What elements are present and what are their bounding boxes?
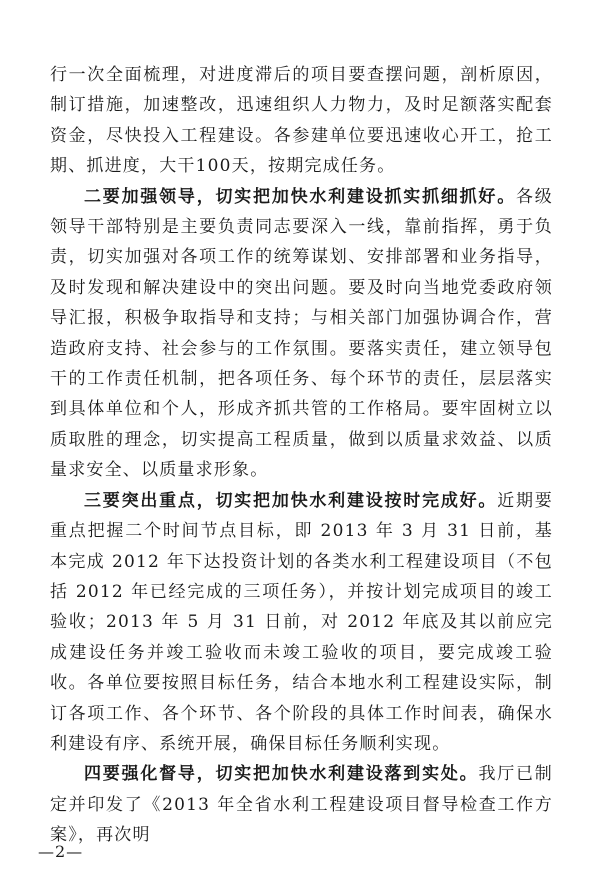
paragraph-lead: 二要加强领导，切实把加快水利建设抓实抓细抓好。 (84, 186, 517, 207)
paragraph-strengthen-supervision (50, 759, 553, 850)
paragraph-text: 我厅已制定并印发了《2013 年全省水利工程建设项目督导检查工作方案》，再次明 (50, 764, 553, 846)
paragraph-continued (50, 60, 553, 182)
paragraph-lead: 四要强化督导，切实把加快水利建设落到实处。 (84, 764, 479, 785)
paragraph-strengthen-leadership (50, 182, 553, 486)
paragraph-text: 近期要重点把握二个时间节点目标，即 2013 年 3 月 31 日前，基本完成 2012 年下达投资计划的各类水利工程建设项目（不包括 2012 年已经完成的三项任务），并按计划完成项目的竣工验收；2013 年 5 月 31 日前，对 2012 年底及其以前应完成建设任务并竣工验收而未竣工验收的项目，要完成竣工验收。各单位要按照目标任务，结合本地水利工程建设实际，制订各项工作、各个环节、各个阶段的具体工作时间表，确保水利建设有序、系统开展，确保目标任务顺利实现。 (50, 490, 553, 754)
paragraph-text: 行一次全面梳理，对进度滞后的项目要查摆问题，剖析原因，制订措施，加速整改，迅速组织人力物力，及时足额落实配套资金，尽快投入工程建设。各参建单位要迅速收心开工，抢工期、抓进度，大干100天，按期完成任务。 (50, 65, 553, 177)
paragraph-text: 各级领导干部特别是主要负责同志要深入一线，靠前指挥，勇于负责，切实加强对各项工作的统筹谋划、安排部署和业务指导，及时发现和解决建设中的突出问题。要及时向当地党委政府领导汇报，积极争取指导和支持；与相关部门加强协调合作，营造政府支持、社会参与的工作氛围。要落实责任，建立领导包干的工作责任机制，把各项任务、每个环节的责任，层层落实到具体单位和个人，形成齐抓共管的工作格局。要牢固树立以质取胜的理念，切实提高工程质量，做到以质量求效益、以质量求安全、以质量求形象。 (50, 186, 553, 481)
document-body (50, 60, 553, 851)
page-number: —2— (38, 842, 84, 861)
paragraph-highlight-priorities (50, 486, 553, 760)
paragraph-lead: 三要突出重点，切实把加快水利建设按时完成好。 (84, 490, 498, 511)
